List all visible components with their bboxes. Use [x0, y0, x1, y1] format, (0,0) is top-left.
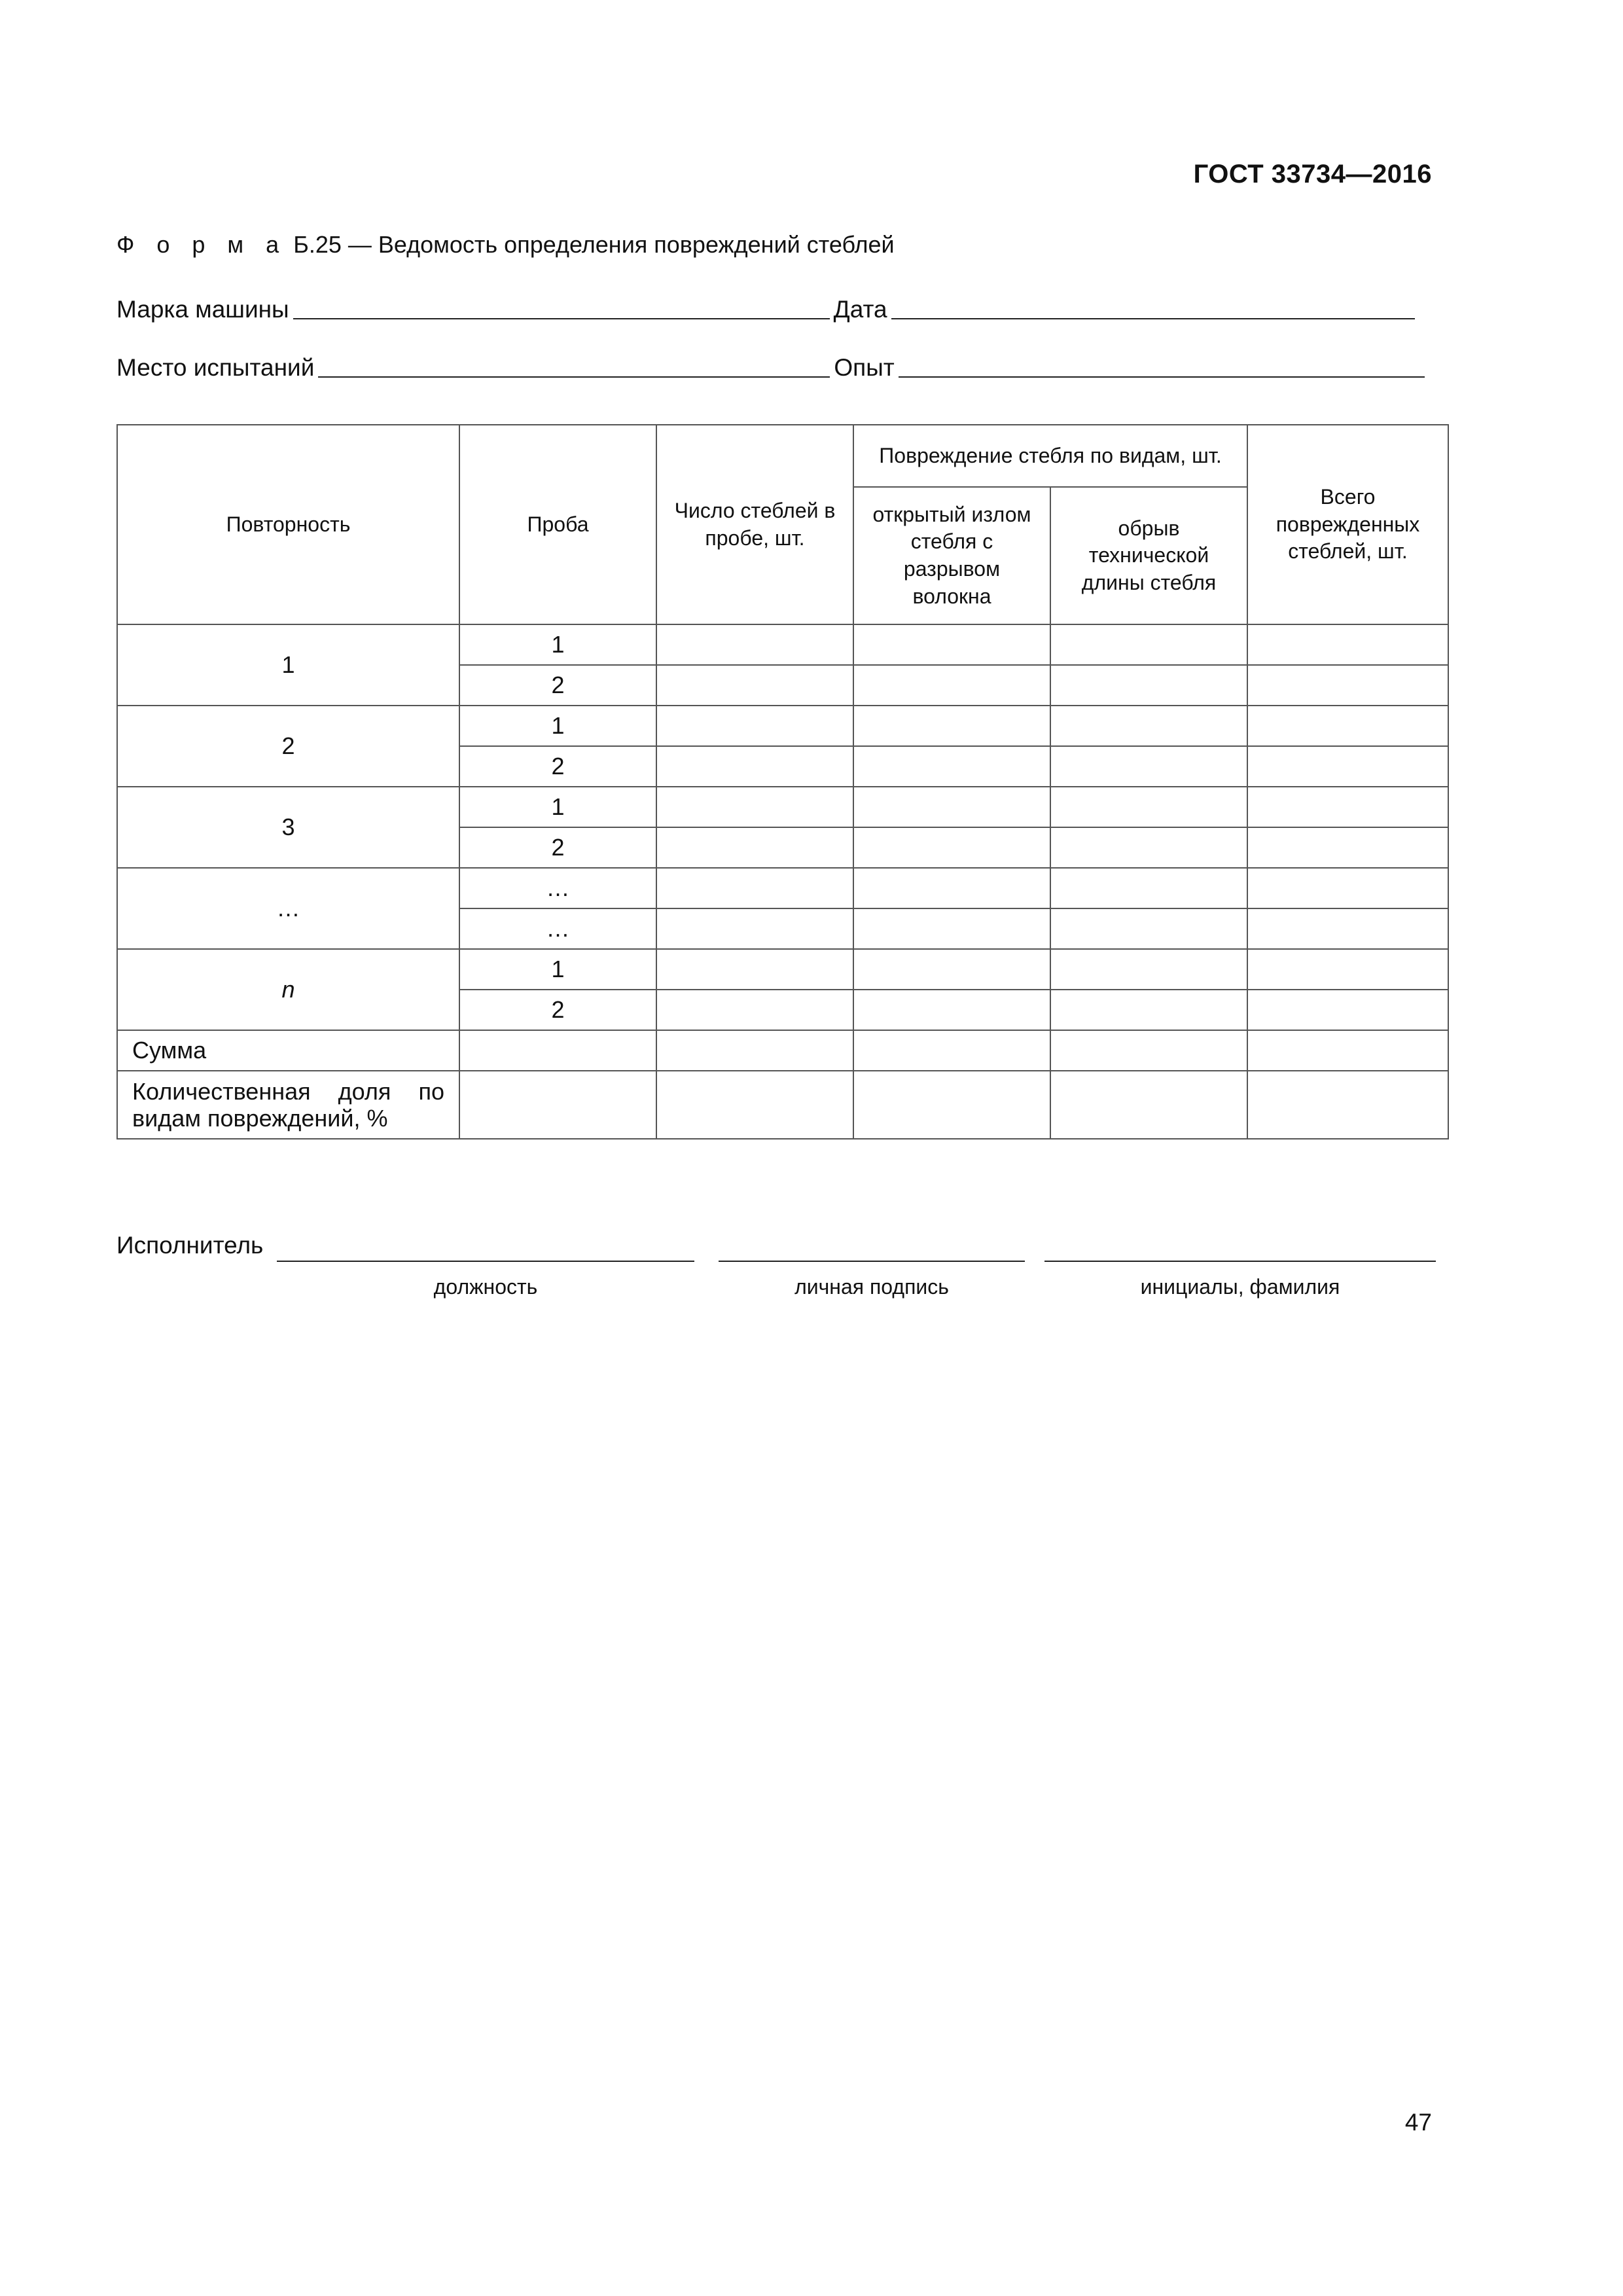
empty-cell[interactable]: [853, 1030, 1050, 1071]
sum-label: Сумма: [117, 1030, 459, 1071]
empty-cell[interactable]: [656, 827, 853, 868]
empty-cell[interactable]: [853, 1071, 1050, 1139]
position-field[interactable]: [277, 1261, 694, 1262]
empty-cell[interactable]: [1247, 1030, 1448, 1071]
empty-cell[interactable]: [853, 706, 1050, 746]
experiment-field[interactable]: [899, 350, 1425, 378]
empty-cell[interactable]: [1050, 908, 1247, 949]
date-field[interactable]: [891, 292, 1415, 319]
sample-cell: 2: [459, 665, 656, 706]
signature-caption: личная подпись: [794, 1275, 949, 1299]
empty-cell[interactable]: [853, 746, 1050, 787]
empty-cell[interactable]: [1247, 949, 1448, 990]
empty-cell[interactable]: [1247, 827, 1448, 868]
table-row: [117, 624, 1448, 665]
empty-cell[interactable]: [853, 665, 1050, 706]
header-stem-count: Число стеблей в пробе, шт.: [656, 425, 853, 624]
machine-field[interactable]: [293, 292, 830, 319]
empty-cell[interactable]: [1050, 1030, 1247, 1071]
empty-cell[interactable]: [656, 1071, 853, 1139]
empty-cell[interactable]: [1050, 706, 1247, 746]
sample-cell: 2: [459, 990, 656, 1030]
position-caption: должность: [433, 1275, 538, 1299]
sample-cell: 1: [459, 787, 656, 827]
empty-cell[interactable]: [853, 990, 1050, 1030]
machine-label: Марка машины: [116, 296, 289, 323]
form-title: [116, 231, 895, 259]
signature-field[interactable]: [719, 1261, 1025, 1262]
empty-cell[interactable]: [853, 949, 1050, 990]
experiment-label: Опыт: [834, 354, 895, 381]
sample-cell: 2: [459, 827, 656, 868]
empty-cell[interactable]: [1050, 990, 1247, 1030]
empty-cell[interactable]: [459, 1030, 656, 1071]
empty-cell[interactable]: [1050, 787, 1247, 827]
executor-label: Исполнитель: [116, 1232, 264, 1259]
sum-row: [117, 1030, 1448, 1071]
table-row: [117, 706, 1448, 746]
empty-cell[interactable]: [656, 1030, 853, 1071]
header-total: Всего поврежденных стеблей, шт.: [1247, 425, 1448, 624]
table-row: [117, 787, 1448, 827]
empty-cell[interactable]: [1247, 624, 1448, 665]
header-row-top: [117, 425, 1448, 487]
empty-cell[interactable]: [656, 949, 853, 990]
empty-cell[interactable]: [1050, 949, 1247, 990]
empty-cell[interactable]: [459, 1071, 656, 1139]
empty-cell[interactable]: [656, 787, 853, 827]
place-experiment-row: [116, 349, 1437, 382]
empty-cell[interactable]: [1050, 1071, 1247, 1139]
sample-cell: 2: [459, 746, 656, 787]
header-damage-group: Повреждение стебля по видам, шт.: [853, 425, 1247, 487]
empty-cell[interactable]: [853, 624, 1050, 665]
header-repeat: Повторность: [117, 425, 459, 624]
empty-cell[interactable]: [656, 706, 853, 746]
header-damage-open: открытый излом стебля с разрывом волокна: [853, 487, 1050, 624]
page-number: 47: [1404, 2109, 1432, 2136]
repeat-cell: …: [117, 868, 459, 949]
empty-cell[interactable]: [656, 990, 853, 1030]
empty-cell[interactable]: [656, 665, 853, 706]
empty-cell[interactable]: [1247, 746, 1448, 787]
repeat-cell: 1: [117, 624, 459, 706]
repeat-cell: n: [117, 949, 459, 1030]
empty-cell[interactable]: [1247, 868, 1448, 908]
empty-cell[interactable]: [656, 908, 853, 949]
repeat-cell: 3: [117, 787, 459, 868]
empty-cell[interactable]: [1247, 908, 1448, 949]
sample-cell: …: [459, 908, 656, 949]
empty-cell[interactable]: [1247, 990, 1448, 1030]
repeat-cell: 2: [117, 706, 459, 787]
name-caption: инициалы, фамилия: [1140, 1275, 1340, 1299]
empty-cell[interactable]: [853, 868, 1050, 908]
damage-table: [116, 424, 1449, 1139]
empty-cell[interactable]: [1050, 665, 1247, 706]
form-name: Б.25 — Ведомость определения повреждений стеблей: [293, 231, 895, 258]
share-label: Количественная доля по видам повреждений, %: [117, 1071, 459, 1139]
date-label: Дата: [833, 296, 887, 323]
place-label: Место испытаний: [116, 354, 315, 381]
empty-cell[interactable]: [1247, 787, 1448, 827]
header-damage-break: обрыв технической длины стебля: [1050, 487, 1247, 624]
document-code: ГОСТ 33734—2016: [1193, 160, 1432, 188]
empty-cell[interactable]: [853, 908, 1050, 949]
share-row: [117, 1071, 1448, 1139]
table-row: [117, 868, 1448, 908]
empty-cell[interactable]: [656, 624, 853, 665]
empty-cell[interactable]: [656, 868, 853, 908]
sample-cell: …: [459, 868, 656, 908]
empty-cell[interactable]: [1247, 1071, 1448, 1139]
sample-cell: 1: [459, 624, 656, 665]
table-row: [117, 949, 1448, 990]
sample-cell: 1: [459, 949, 656, 990]
form-prefix: Ф о р м а: [116, 231, 287, 258]
place-field[interactable]: [318, 350, 830, 378]
name-field[interactable]: [1044, 1261, 1436, 1262]
empty-cell[interactable]: [1247, 665, 1448, 706]
empty-cell[interactable]: [1050, 868, 1247, 908]
sample-cell: 1: [459, 706, 656, 746]
signature-block: [116, 1224, 1452, 1299]
empty-cell[interactable]: [1050, 746, 1247, 787]
empty-cell[interactable]: [853, 787, 1050, 827]
empty-cell[interactable]: [1247, 706, 1448, 746]
header-sample: Проба: [459, 425, 656, 624]
machine-date-row: [116, 291, 1437, 323]
empty-cell[interactable]: [1050, 827, 1247, 868]
empty-cell[interactable]: [656, 746, 853, 787]
empty-cell[interactable]: [853, 827, 1050, 868]
empty-cell[interactable]: [1050, 624, 1247, 665]
